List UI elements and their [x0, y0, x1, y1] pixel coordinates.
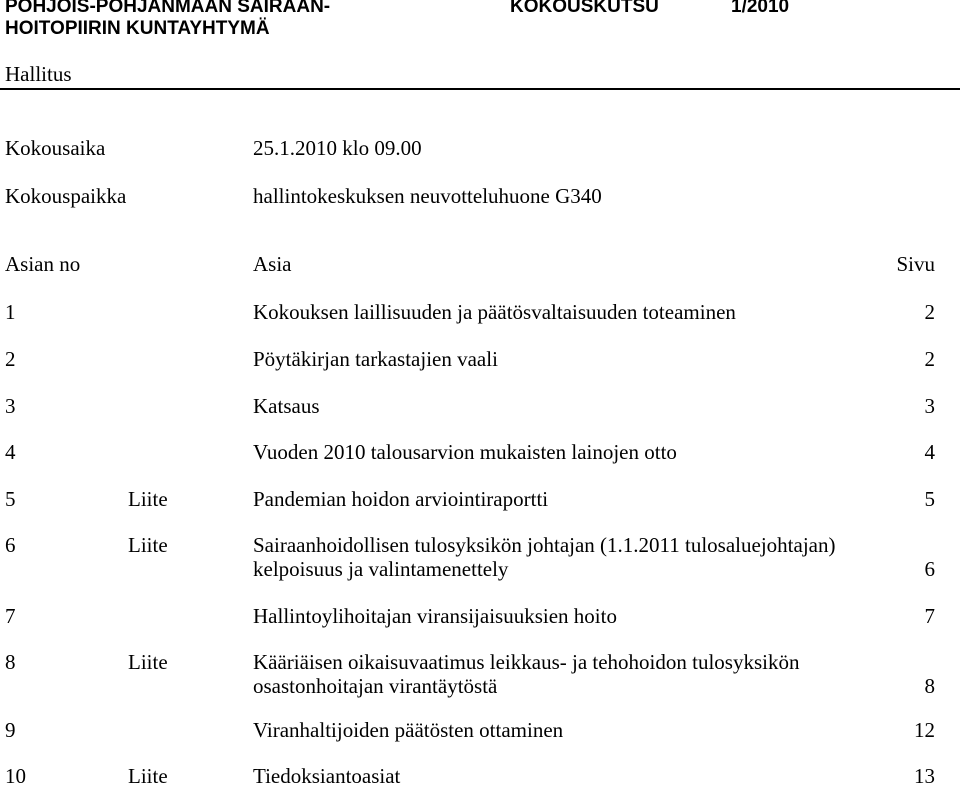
- agenda-item-number: 5: [5, 487, 16, 511]
- meeting-place-row: [5, 184, 602, 208]
- agenda-item-title-line: kelpoisuus ja valintamenettely: [253, 557, 509, 581]
- agenda-item-title: [253, 533, 883, 581]
- agenda-item-number: 8: [5, 650, 16, 674]
- agenda-item-title: [253, 604, 883, 628]
- agenda-item-number: 7: [5, 604, 16, 628]
- agenda-item-page: 12: [914, 718, 935, 742]
- agenda-item-title: [253, 487, 883, 511]
- organization-name-line1: POHJOIS-POHJANMAAN SAIRAAN-: [5, 0, 331, 17]
- agenda-item-page: 3: [924, 394, 935, 418]
- meeting-time-value: 25.1.2010 klo 09.00: [253, 136, 422, 160]
- agenda-item-page: 13: [914, 764, 935, 788]
- document-number: 1/2010: [731, 0, 790, 17]
- agenda-item-title: [253, 440, 883, 464]
- agenda-title-header: Asia: [253, 252, 292, 276]
- agenda-item-title-line: Kokouksen laillisuuden ja päätösvaltaisuuden toteaminen: [253, 300, 736, 324]
- agenda-item-page: 4: [924, 440, 935, 464]
- agenda-item-title: [253, 718, 883, 742]
- header-divider: [0, 88, 960, 90]
- agenda-item-title-line: Pandemian hoidon arviointiraportti: [253, 487, 549, 511]
- agenda-item-title-line: Katsaus: [253, 394, 320, 418]
- agenda-item-page: 2: [924, 300, 935, 324]
- agenda-item-title-line: Vuoden 2010 talousarvion mukaisten lainojen otto: [253, 440, 677, 464]
- agenda-item-title: [253, 394, 883, 418]
- agenda-item-attachment: Liite: [128, 650, 168, 674]
- meeting-place-value: hallintokeskuksen neuvotteluhuone G340: [253, 184, 602, 208]
- agenda-item-page: 8: [924, 674, 935, 698]
- agenda-item-number: 4: [5, 440, 16, 464]
- agenda-item-title-line: Kääriäisen oikaisuvaatimus leikkaus- ja tehohoidon tulosyksikön: [253, 650, 800, 674]
- agenda-item-page: 5: [924, 487, 935, 511]
- governing-body-name: Hallitus: [5, 62, 72, 86]
- agenda-item-title-line: osastonhoitajan virantäytöstä: [253, 674, 498, 698]
- agenda-item-page: 7: [924, 604, 935, 628]
- agenda-item-title-line: Hallintoylihoitajan viransijaisuuksien hoito: [253, 604, 617, 628]
- agenda-item-attachment: Liite: [128, 764, 168, 788]
- agenda-item-page: 6: [924, 557, 935, 581]
- agenda-item-number: 6: [5, 533, 16, 557]
- agenda-item-title: [253, 764, 883, 788]
- agenda-item-number: 2: [5, 347, 16, 371]
- agenda-item-number: 10: [5, 764, 26, 788]
- agenda-number-header: Asian no: [5, 252, 81, 276]
- agenda-item-attachment: Liite: [128, 533, 168, 557]
- agenda-item-page: 2: [924, 347, 935, 371]
- agenda-item-title-line: Tiedoksiantoasiat: [253, 764, 401, 788]
- document-type: KOKOUSKUTSU: [510, 0, 659, 17]
- agenda-item-title-line: Sairaanhoidollisen tulosyksikön johtajan (1.1.2011 tulosaluejohtajan): [253, 533, 836, 557]
- agenda-item-title: [253, 347, 883, 371]
- organization-name-line2: HOITOPIIRIN KUNTAYHTYMÄ: [5, 18, 270, 39]
- agenda-item-title-line: Pöytäkirjan tarkastajien vaali: [253, 347, 498, 371]
- agenda-item-title: [253, 650, 883, 698]
- agenda-item-title: [253, 300, 883, 324]
- meeting-place-label: Kokouspaikka: [5, 184, 127, 208]
- agenda-item-number: 9: [5, 718, 16, 742]
- meeting-time-row: [5, 136, 422, 160]
- agenda-item-number: 3: [5, 394, 16, 418]
- agenda-page-header: Sivu: [896, 252, 935, 276]
- agenda-item-number: 1: [5, 300, 16, 324]
- meeting-time-label: Kokousaika: [5, 136, 106, 160]
- agenda-item-title-line: Viranhaltijoiden päätösten ottaminen: [253, 718, 564, 742]
- agenda-item-attachment: Liite: [128, 487, 168, 511]
